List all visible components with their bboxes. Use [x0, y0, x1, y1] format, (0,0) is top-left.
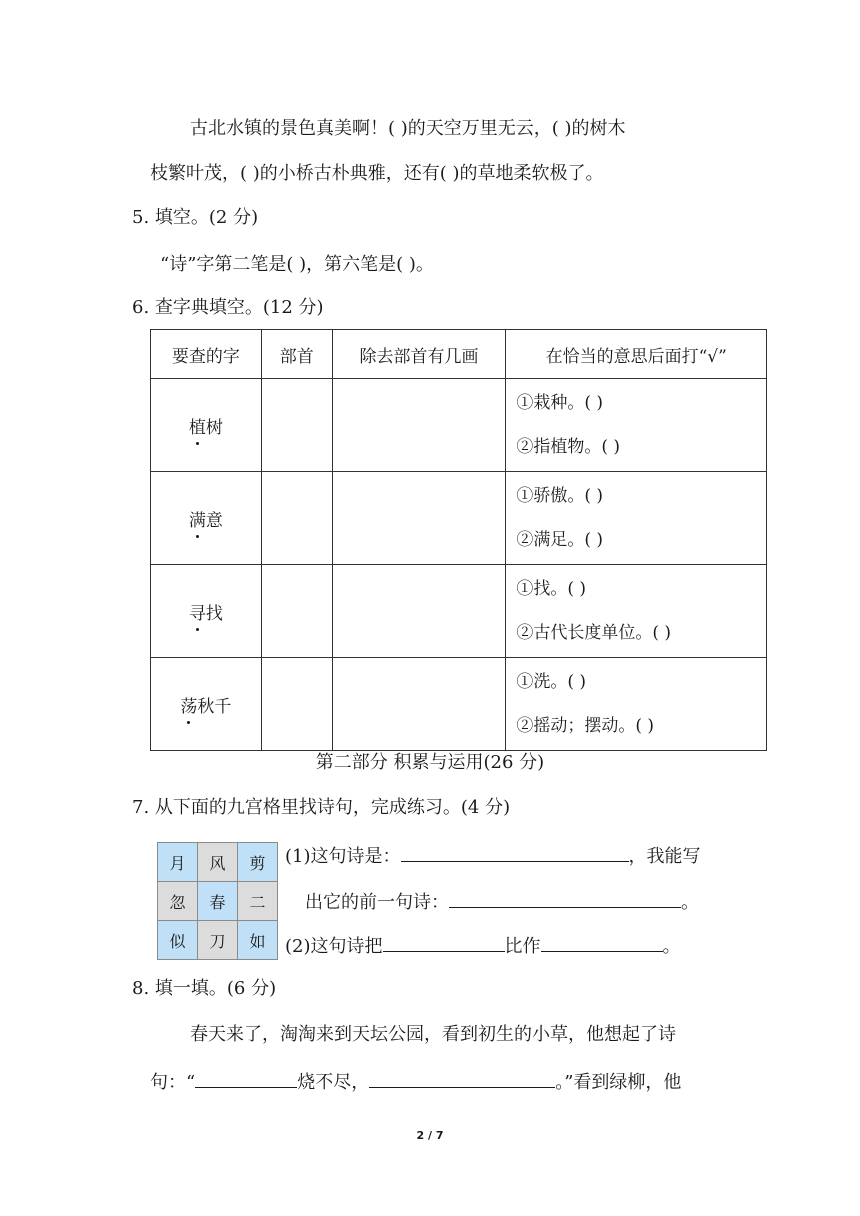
question-7-title: 7. 从下面的九宫格里找诗句，完成练习。(4 分) — [132, 797, 511, 818]
grid-cell: 二 — [238, 882, 278, 921]
answer-blank[interactable] — [383, 933, 505, 952]
header-word: 要查的字 — [151, 330, 262, 379]
dictionary-table — [150, 329, 767, 751]
meaning-option: ②指植物。( ) — [516, 437, 621, 457]
dotted-character: 寻 — [188, 603, 206, 624]
lookup-word: 满意 — [151, 472, 262, 565]
dotted-character: 满 — [188, 510, 206, 531]
meaning-cell[interactable] — [506, 379, 767, 472]
question-7-sub2: (2)这句诗把 比作 。 — [285, 933, 681, 958]
question-5-title: 5. 填空。(2 分) — [132, 207, 259, 228]
grid-cell: 剪 — [238, 843, 278, 882]
q4-paragraph-line2: 枝繁叶茂，( )的小桥古朴典雅，还有( )的草地柔软极了。 — [150, 163, 604, 184]
question-5-text: “诗”字第二笔是( )，第六笔是( )。 — [160, 254, 434, 275]
grid-cell: 忽 — [158, 882, 198, 921]
strokes-cell[interactable] — [332, 379, 506, 472]
lookup-word: 植树 — [151, 379, 262, 472]
header-meaning: 在恰当的意思后面打“√” — [506, 330, 767, 379]
table-row — [151, 658, 767, 751]
answer-blank[interactable] — [195, 1069, 297, 1088]
meaning-option: ①骄傲。( ) — [516, 486, 604, 506]
grid-cell: 月 — [158, 843, 198, 882]
answer-blank[interactable] — [541, 933, 663, 952]
meaning-option: ②摇动；摆动。( ) — [516, 716, 655, 736]
section-heading: 第二部分 积累与运用(26 分) — [315, 752, 545, 773]
page-number: 2 / 7 — [416, 1129, 444, 1142]
dotted-character: 植 — [188, 417, 206, 438]
table-header-row — [151, 330, 767, 379]
q4-paragraph-line1: 古北水镇的景色真美啊！( )的天空万里无云，( )的树木 — [190, 118, 626, 139]
question-7-sub1: (1)这句诗是： ，我能写 — [285, 843, 701, 868]
question-6-title: 6. 查字典填空。(12 分) — [132, 297, 324, 318]
meaning-option: ①找。( ) — [516, 579, 587, 599]
radical-cell[interactable] — [261, 379, 332, 472]
header-radical: 部首 — [261, 330, 332, 379]
grid-cell: 风 — [198, 843, 238, 882]
lookup-word: 荡秋千 — [151, 658, 262, 751]
question-7-sub1-continued: 出它的前一句诗： 。 — [305, 889, 699, 914]
grid-cell: 如 — [238, 921, 278, 960]
radical-cell[interactable] — [261, 565, 332, 658]
meaning-option: ①洗。( ) — [516, 672, 587, 692]
meaning-cell[interactable] — [506, 565, 767, 658]
question-8-line2: 句：“ 烧不尽， 。”看到绿柳，他 — [150, 1069, 681, 1094]
radical-cell[interactable] — [261, 658, 332, 751]
meaning-option: ②满足。( ) — [516, 530, 604, 550]
header-strokes: 除去部首有几画 — [332, 330, 506, 379]
meaning-option: ②古代长度单位。( ) — [516, 623, 672, 643]
meaning-cell[interactable] — [506, 658, 767, 751]
grid-cell: 春 — [198, 882, 238, 921]
question-8-title: 8. 填一填。(6 分) — [132, 978, 277, 999]
grid-cell: 刀 — [198, 921, 238, 960]
question-8-line1: 春天来了，淘淘来到天坛公园，看到初生的小草，他想起了诗 — [190, 1024, 676, 1045]
table-row — [151, 565, 767, 658]
table-row — [151, 379, 767, 472]
strokes-cell[interactable] — [332, 658, 506, 751]
dotted-character: 荡 — [180, 696, 198, 717]
table-row — [151, 472, 767, 565]
answer-blank[interactable] — [401, 843, 629, 862]
meaning-option: ①栽种。( ) — [516, 393, 604, 413]
strokes-cell[interactable] — [332, 472, 506, 565]
nine-grid — [157, 842, 278, 960]
radical-cell[interactable] — [261, 472, 332, 565]
grid-cell: 似 — [158, 921, 198, 960]
answer-blank[interactable] — [369, 1069, 555, 1088]
strokes-cell[interactable] — [332, 565, 506, 658]
lookup-word: 寻找 — [151, 565, 262, 658]
meaning-cell[interactable] — [506, 472, 767, 565]
answer-blank[interactable] — [449, 889, 681, 908]
